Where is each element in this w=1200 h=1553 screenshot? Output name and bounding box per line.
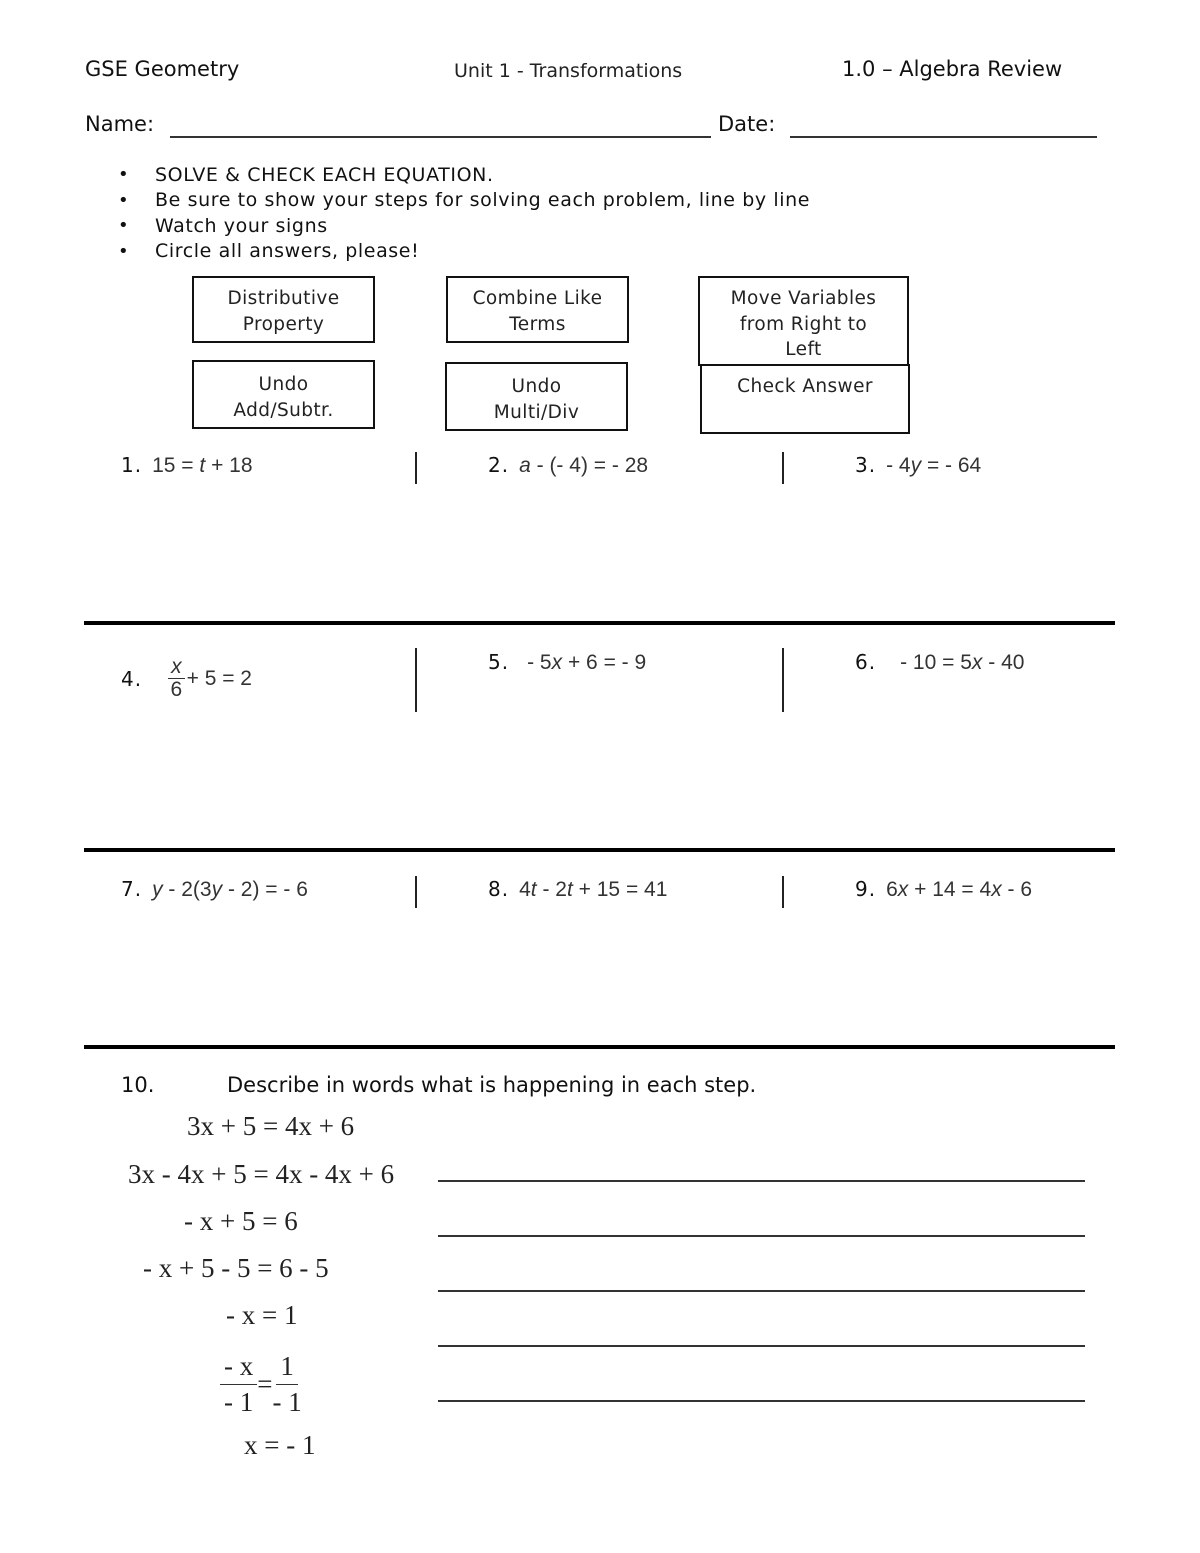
column-divider [782,452,784,484]
date-field[interactable] [790,136,1097,138]
problem-6: 6. - 10 = 5x - 40 [855,650,1025,674]
problem-7: 7. y - 2(3y - 2) = - 6 [121,877,308,901]
instruction-item: • SOLVE & CHECK EACH EQUATION. [118,163,494,186]
problem-10-header: 10. Describe in words what is happening in each step. [121,1073,757,1097]
name-label: Name: [85,112,155,136]
problem-8: 8. 4t - 2t + 15 = 41 [488,877,668,901]
section-divider [84,848,1115,852]
equation: 6x + 14 = 4x - 6 [886,878,1033,901]
equation: 15 = t + 18 [152,454,253,477]
fraction: $\frac{- x}{- 1}$ [220,1349,257,1420]
bullet-icon: • [118,240,130,262]
equation: - 4y = - 64 [886,454,982,477]
course-title: GSE Geometry [85,57,240,81]
step-5: - x = 1 [226,1300,298,1330]
bullet-icon: • [118,215,130,237]
equation: $\frac{x}{6}$ + 5 = 2 [168,656,252,701]
step-7: x = - 1 [244,1430,316,1460]
equation: - 5x + 6 = - 9 [527,651,647,674]
column-divider [415,648,417,712]
problem-10-prompt: Describe in words what is happening in each step. [227,1073,757,1097]
name-field[interactable] [170,136,711,138]
column-divider [415,876,417,908]
equation: y - 2(3y - 2) = - 6 [152,878,308,901]
fraction: $\frac{1}{- 1}$ [272,1351,302,1418]
unit-title: Unit 1 - Transformations [454,60,683,82]
step-4: - x + 5 - 5 = 6 - 5 [143,1253,329,1283]
step-3: - x + 5 = 6 [184,1206,298,1236]
equation: - 10 = 5x - 40 [900,651,1025,674]
bullet-icon: • [118,164,130,186]
answer-line-3[interactable] [438,1290,1085,1292]
bullet-icon: • [118,189,130,211]
problem-3: 3. - 4y = - 64 [855,453,982,477]
step-box-undo-add-subtr: Undo Add/Subtr. [192,360,375,429]
column-divider [782,876,784,908]
problem-9: 9. 6x + 14 = 4x - 6 [855,877,1033,901]
step-box-check-answer: Check Answer [700,364,910,434]
step-2: 3x - 4x + 5 = 4x - 4x + 6 [128,1159,395,1189]
step-6: $\frac{- x}{- 1}$ = $\frac{1}{- 1}$ [220,1349,302,1420]
problem-2: 2. a - (- 4) = - 28 [488,453,649,477]
instruction-item: • Watch your signs [118,214,328,237]
step-box-undo-multi-div: Undo Multi/Div [445,362,628,431]
instructions-list [118,162,810,264]
instruction-item: • Be sure to show your steps for solving each problem, line by line [118,189,811,212]
column-divider [782,648,784,712]
problem-1: 1. 15 = t + 18 [121,453,253,477]
fraction: $\frac{x}{6}$ [168,656,185,701]
section-divider [84,1045,1115,1049]
answer-line-1[interactable] [438,1180,1085,1182]
date-label: Date: [718,112,776,136]
step-box-move-variables: Move Variables from Right to Left [698,276,909,366]
step-box-combine-like-terms: Combine Like Terms [446,276,629,343]
problem-4: 4. $\frac{x}{6}$ + 5 = 2 [121,655,252,702]
answer-line-4[interactable] [438,1345,1085,1347]
lesson-title: 1.0 – Algebra Review [842,57,1063,81]
step-box-distributive: Distributive Property [192,276,375,343]
step-1: 3x + 5 = 4x + 6 [187,1111,355,1141]
column-divider [415,452,417,484]
answer-line-5[interactable] [438,1400,1085,1402]
problem-5: 5. - 5x + 6 = - 9 [488,650,647,674]
answer-line-2[interactable] [438,1235,1085,1237]
equation: 4t - 2t + 15 = 41 [519,878,668,901]
equation: a - (- 4) = - 28 [519,454,649,477]
section-divider [84,621,1115,625]
instruction-item: • Circle all answers, please! [118,240,420,263]
